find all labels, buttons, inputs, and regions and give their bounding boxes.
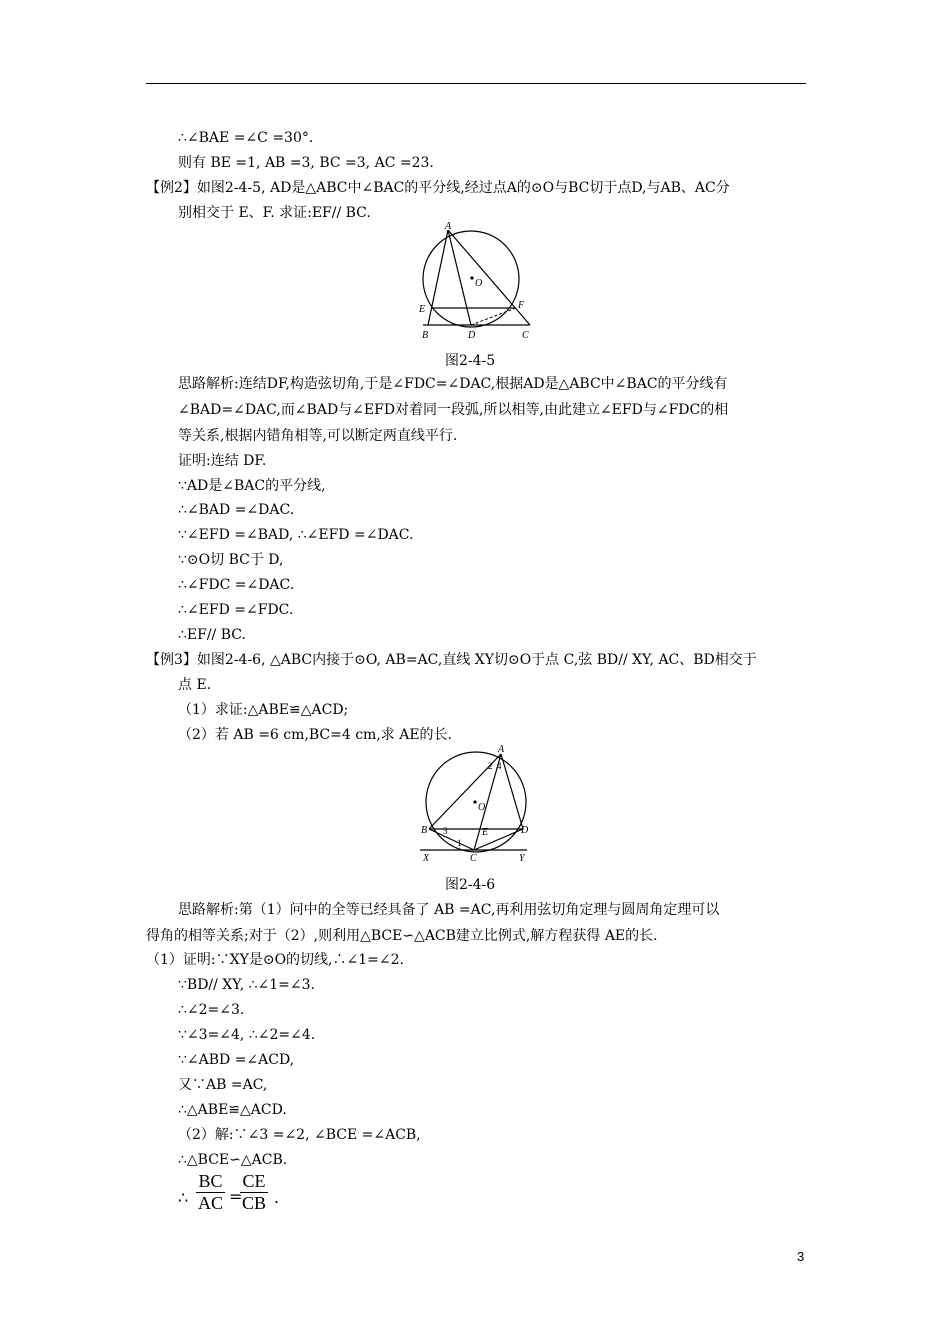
therefore-symbol: ∴: [178, 1188, 189, 1207]
fig1-label-d: D: [468, 330, 476, 341]
proof-line: ∴∠BAD =∠DAC.: [178, 502, 295, 518]
fig2-label-a: A: [498, 744, 505, 755]
fig2-label-e: E: [482, 827, 489, 838]
fig1-label-o: O: [475, 278, 483, 289]
question-1: （1）求证:△ABE≌△ACD;: [178, 702, 349, 718]
fig1-label-b: B: [422, 330, 429, 341]
proof-line: ∵∠EFD =∠BAD, ∴∠EFD =∠DAC.: [178, 527, 414, 543]
figure-caption: 图2-4-6: [445, 877, 496, 893]
proof-line: 又∵AB =AC,: [178, 1077, 268, 1093]
figure-2-4-6: [415, 742, 535, 864]
text-line: 点 E.: [178, 677, 212, 693]
figure-2-4-5: [410, 222, 540, 342]
fig2-label-3: 3: [443, 826, 448, 836]
fig2-label-2: 2: [488, 761, 493, 771]
fraction-denominator: AC: [198, 1193, 224, 1213]
text-line: 则有 BE =1, AB =3, BC =3, AC =23.: [178, 155, 434, 171]
page-number: 3: [797, 1249, 805, 1264]
proof-line: ∴EF// BC.: [178, 627, 246, 643]
fig2-label-x: X: [423, 853, 430, 864]
analysis-line: 得角的相等关系;对于（2）,则利用△BCE∽△ACB建立比例式,解方程获得 AE的长.: [146, 928, 658, 944]
fig2-label-4: 4: [497, 761, 502, 771]
fig1-label-f: F: [518, 300, 525, 311]
proof-line: ∴∠2=∠3.: [178, 1002, 245, 1018]
proof-line: ∵∠ABD =∠ACD,: [178, 1052, 295, 1068]
text-line: 别相交于 E、F. 求证:EF// BC.: [178, 205, 371, 221]
fig2-label-1: 1: [457, 838, 462, 848]
solution-line: ∴△BCE∽△ACB.: [178, 1152, 288, 1168]
fig2-label-c: C: [470, 853, 477, 864]
fig2-label-b: B: [421, 825, 428, 836]
analysis-line: 思路解析:第（1）问中的全等已经具备了 AB =AC,再利用弦切角定理与圆周角定理可以: [178, 902, 720, 918]
proof-line: ∴△ABE≌△ACD.: [178, 1102, 287, 1118]
analysis-line: ∠BAD=∠DAC,而∠BAD与∠EFD对着同一段弧,所以相等,由此建立∠EFD与∠FDC的相: [178, 402, 729, 418]
question-2: （2）若 AB =6 cm,BC=4 cm,求 AE的长.: [178, 727, 453, 743]
analysis-line: 思路解析:连结DF,构造弦切角,于是∠FDC=∠DAC,根据AD是△ABC中∠BAC的平分线有: [178, 376, 728, 392]
fraction-numerator: BC: [198, 1171, 223, 1191]
fig2-label-d: D: [521, 825, 529, 836]
proof-line: ∵∠3=∠4, ∴∠2=∠4.: [178, 1027, 316, 1043]
solution-line: （2）解:∵∠3 =∠2, ∠BCE =∠ACB,: [178, 1127, 421, 1143]
text-line: ∴∠BAE =∠C =30°．: [178, 130, 323, 146]
fraction-bc-ac: [196, 1171, 225, 1214]
proof-line: （1）证明:∵XY是⊙O的切线,∴∠1=∠2.: [146, 952, 404, 968]
figure-caption: 图2-4-5: [445, 353, 496, 369]
analysis-line: 等关系,根据内错角相等,可以断定两直线平行.: [178, 428, 458, 444]
fraction-ce-cb: [240, 1171, 268, 1214]
equals-sign: =: [229, 1187, 243, 1206]
period: .: [274, 1188, 280, 1207]
fig2-label-y: Y: [519, 853, 525, 864]
fig1-label-e: E: [419, 304, 426, 315]
fraction-numerator: CE: [242, 1171, 266, 1191]
example-3-heading: 【例3】如图2-4-6, △ABC内接于⊙O, AB=AC,直线 XY切⊙O于点 C,弦 BD// XY, AC、BD相交于: [146, 652, 757, 668]
proof-line: ∴∠EFD =∠FDC.: [178, 602, 294, 618]
fig1-label-c: C: [522, 330, 529, 341]
proof-line: ∴∠FDC =∠DAC.: [178, 577, 295, 593]
proof-line: ∵⊙O切 BC于 D,: [178, 552, 284, 568]
fraction-denominator: CB: [242, 1193, 267, 1213]
fig1-label-a: A: [445, 222, 452, 232]
header-rule: [146, 83, 806, 84]
proof-line: 证明:连结 DF.: [178, 453, 267, 469]
proof-line: ∵BD// XY, ∴∠1=∠3.: [178, 977, 315, 993]
example-2-heading: 【例2】如图2-4-5, AD是△ABC中∠BAC的平分线,经过点A的⊙O与BC切于点D,与AB、AC分: [146, 180, 730, 196]
fig2-label-o: O: [478, 802, 486, 813]
proof-line: ∵AD是∠BAC的平分线,: [178, 478, 326, 494]
